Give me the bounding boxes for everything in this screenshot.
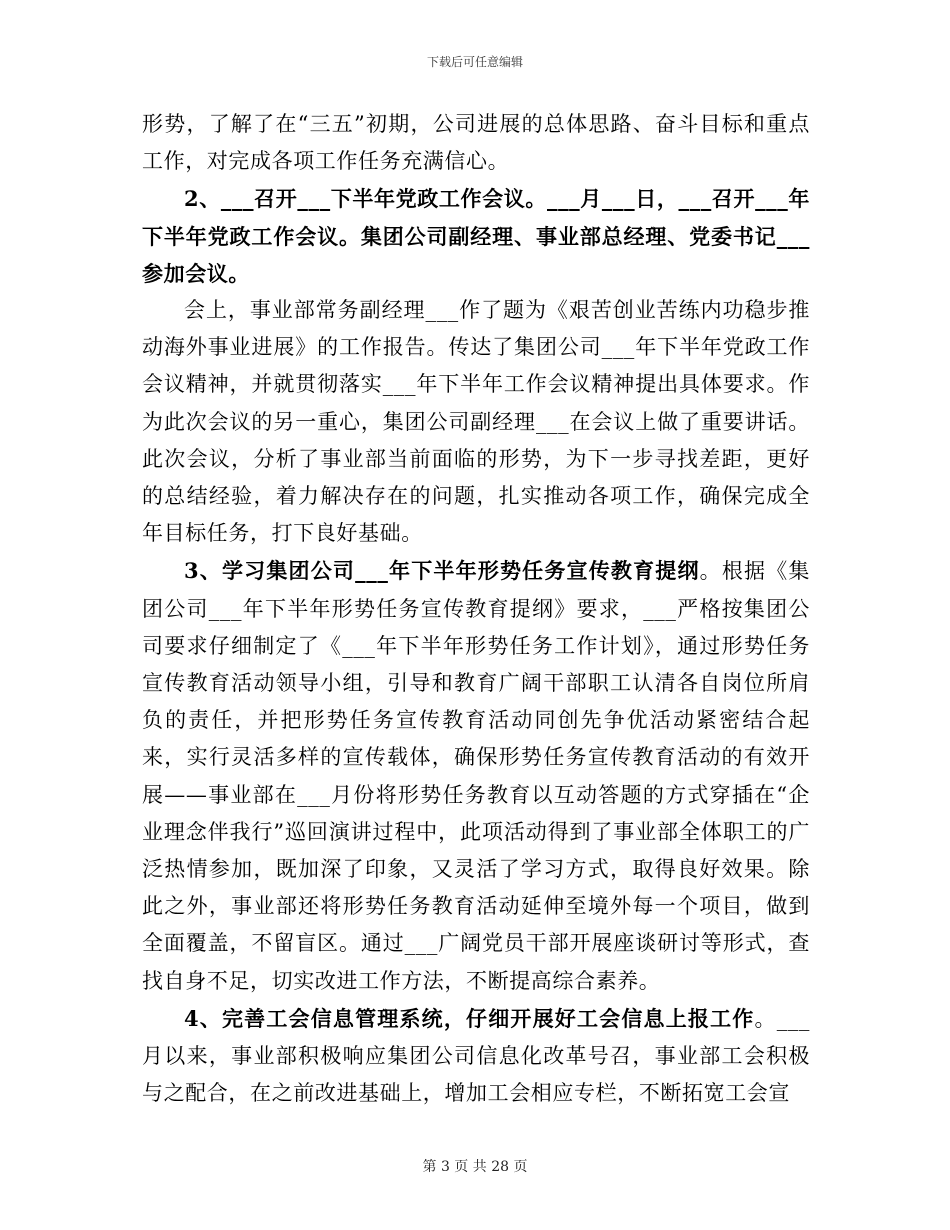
- section-4-heading: 4、完善工会信息管理系统，仔细开展好工会信息上报工作: [184, 1005, 755, 1031]
- paragraph-1: [142, 106, 810, 180]
- page-footer: 第 3 页 共 28 页: [422, 1159, 528, 1175]
- section-2-heading-text: 2、___召开___下半年党政工作会议。___月___日，___召开___年下半年党政工作会议。集团公司副经理、事业部总经理、党委书记___参加会议。: [142, 186, 810, 286]
- paragraph-1-text: 形势，了解了在“三五”初期，公司进展的总体思路、奋斗目标和重点工作，对完成各项工作任务充满信心。: [142, 112, 810, 174]
- paragraph-2: [142, 292, 810, 552]
- page-header: 下载后可任意编辑: [426, 55, 523, 69]
- document-body: [142, 106, 810, 1112]
- section-3: [142, 552, 810, 999]
- section-3-body: 。根据《集团公司___年下半年形势任务宣传教育提纲》要求，___严格按集团公司要求仔细制定了《___年下半年形势任务工作计划》，通过形势任务宣传教育活动领导小组，引导和教育广阔干部职工认清各自岗位所肩负的责任，并把形势任务宣传教育活动同创先争优活动紧密结合起来，实行灵活多样的宣传载体，确保形势任务宣传教育活动的有效开展——事业部在___月份将形势任务教育以互动答题的方式穿插在“企业理念伴我行”巡回演讲过程中，此项活动得到了事业部全体职工的广泛热情参加，既加深了印象，又灵活了学习方式，取得良好效果。除此之外，事业部还将形势任务教育活动延伸至境外每一个项目，做到全面覆盖，不留盲区。通过___广阔党员干部开展座谈研讨等形式，查找自身不足，切实改进工作方法，不断提高综合素养。: [142, 559, 810, 993]
- section-2-heading: [142, 180, 810, 292]
- section-4-body: 。___月以来，事业部积极响应集团公司信息化改革号召，事业部工会积极与之配合，在之前改进基础上，增加工会相应专栏，不断拓宽工会宣: [142, 1006, 810, 1106]
- section-3-heading: 3、学习集团公司___年下半年形势任务宣传教育提纲: [184, 558, 700, 584]
- paragraph-2-text: 会上，事业部常务副经理___作了题为《艰苦创业苦练内功稳步推动海外事业进展》的工作报告。传达了集团公司___年下半年党政工作会议精神，并就贯彻落实___年下半年工作会议精神提出具体要求。作为此次会议的另一重心，集团公司副经理___在会议上做了重要讲话。此次会议，分析了事业部当前面临的形势，为下一步寻找差距，更好的总结经验，着力解决存在的问题，扎实推动各项工作，确保完成全年目标任务，打下良好基础。: [142, 298, 810, 546]
- section-4: [142, 1000, 810, 1113]
